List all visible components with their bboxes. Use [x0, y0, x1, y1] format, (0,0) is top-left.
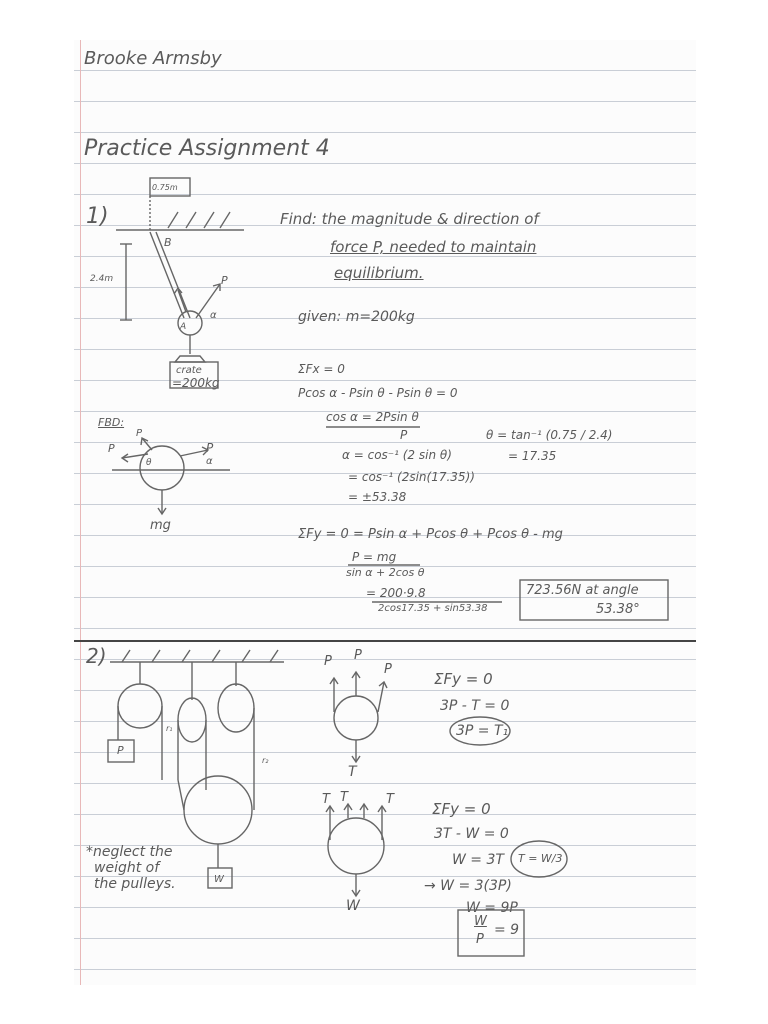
answer-line-2: 53.38°	[596, 602, 640, 617]
eq-theta: θ = tan⁻¹ (0.75 / 2.4)	[486, 428, 613, 442]
author-name: Brooke Armsby	[84, 48, 222, 69]
eq2-sum-fy-a: ΣFy = 0	[434, 670, 493, 688]
label-B: B	[164, 236, 172, 249]
label-r1: r₁	[166, 724, 173, 733]
find-line-3: equilibrium.	[334, 264, 424, 282]
problem2-fbd-lower	[326, 804, 386, 896]
eq-p-denominator: sin α + 2cos θ	[346, 566, 425, 579]
label-A: A	[180, 322, 187, 332]
fbd-label: FBD:	[98, 416, 125, 429]
eq-numeric-denominator: 2cos17.35 + sin53.38	[378, 603, 488, 614]
problem1-fbd	[112, 438, 230, 514]
eq-theta-value: = 17.35	[508, 449, 557, 463]
fbd-P-mid: P	[136, 428, 143, 439]
find-line-2: force P, needed to maintain	[330, 238, 537, 256]
eq2-ratio-value: = 9	[494, 922, 520, 938]
eq-alpha-sub: = cos⁻¹ (2sin(17.35))	[348, 470, 475, 484]
fbd2-P-mid: P	[354, 648, 362, 663]
eq2-w-equals-3t: W = 3T	[452, 852, 504, 868]
label-alpha: α	[210, 310, 217, 321]
fbd3-T-left: T	[322, 792, 330, 807]
crate-label: crate	[176, 365, 202, 376]
fbd-P-left: P	[108, 442, 115, 455]
eq-numeric-numerator: = 200·9.8	[366, 586, 426, 600]
find-line-1: Find: the magnitude & direction of	[280, 210, 539, 228]
problem2-fbd-upper	[330, 672, 387, 762]
note-line-2: weight of	[94, 860, 160, 876]
eq2-sum-fy-b: ΣFy = 0	[432, 800, 491, 818]
fbd-P-right: P	[206, 441, 214, 455]
problem2-number: 2)	[86, 644, 107, 668]
problem2-pulley-system	[108, 650, 284, 888]
problem1-equation-marks	[326, 427, 668, 620]
dim-top-label: 0.75m	[152, 183, 178, 192]
eq2-ratio-denominator: P	[476, 932, 484, 947]
fbd-alpha: α	[206, 456, 213, 467]
box-W-label: W	[214, 874, 224, 885]
note-line-1: *neglect the	[86, 844, 173, 860]
page-title: Practice Assignment 4	[84, 136, 330, 161]
eq2-t-circle: T = W/3	[518, 852, 563, 865]
fbd-theta: θ	[146, 458, 152, 468]
label-P: P	[221, 274, 228, 287]
answer-line-1: 723.56N at angle	[526, 583, 639, 598]
eq2-w-equals-9p: W = 9P	[466, 900, 518, 916]
eq-sum-fx: ΣFx = 0	[298, 362, 345, 376]
label-r2: r₂	[262, 756, 269, 765]
given-text: given: m=200kg	[298, 309, 415, 325]
eq2-3t-minus-w: 3T - W = 0	[434, 826, 509, 842]
fbd2-P-left: P	[324, 654, 332, 669]
eq2-3p-minus-t: 3P - T = 0	[440, 698, 510, 714]
eq-sum-fy: ΣFy = 0 = Psin α + Pcos θ + Pcos θ - mg	[298, 527, 563, 542]
eq-cos-alpha-denominator: P	[400, 428, 408, 442]
eq-cos-alpha: cos α = 2Psin θ	[326, 410, 419, 424]
problem2-equation-marks	[450, 717, 567, 956]
fbd-mg: mg	[150, 518, 171, 533]
eq2-3p-equals-t: 3P = T₁	[456, 723, 509, 739]
eq-alpha: α = cos⁻¹ (2 sin θ)	[342, 448, 452, 462]
problem1-diagram	[116, 178, 244, 388]
eq-p-numerator: P = mg	[352, 550, 397, 564]
fbd2-T: T	[348, 764, 357, 780]
eq2-ratio-numerator: W	[474, 914, 487, 929]
box-P-label: P	[117, 744, 124, 757]
fbd3-T-right: T	[386, 792, 394, 807]
eq-fx-expanded: Pcos α - Psin θ - Psin θ = 0	[298, 386, 458, 400]
dim-side-label: 2.4m	[90, 274, 114, 284]
note-line-3: the pulleys.	[94, 876, 176, 892]
eq-alpha-value: = ±53.38	[348, 490, 407, 504]
eq2-w-substitute: → W = 3(3P)	[424, 878, 512, 894]
crate-mass: =200kg	[172, 376, 220, 390]
fbd3-T-mid: T	[340, 790, 348, 805]
fbd2-P-right: P	[384, 662, 392, 677]
fbd3-W: W	[346, 898, 360, 914]
problem1-number: 1)	[86, 204, 109, 229]
